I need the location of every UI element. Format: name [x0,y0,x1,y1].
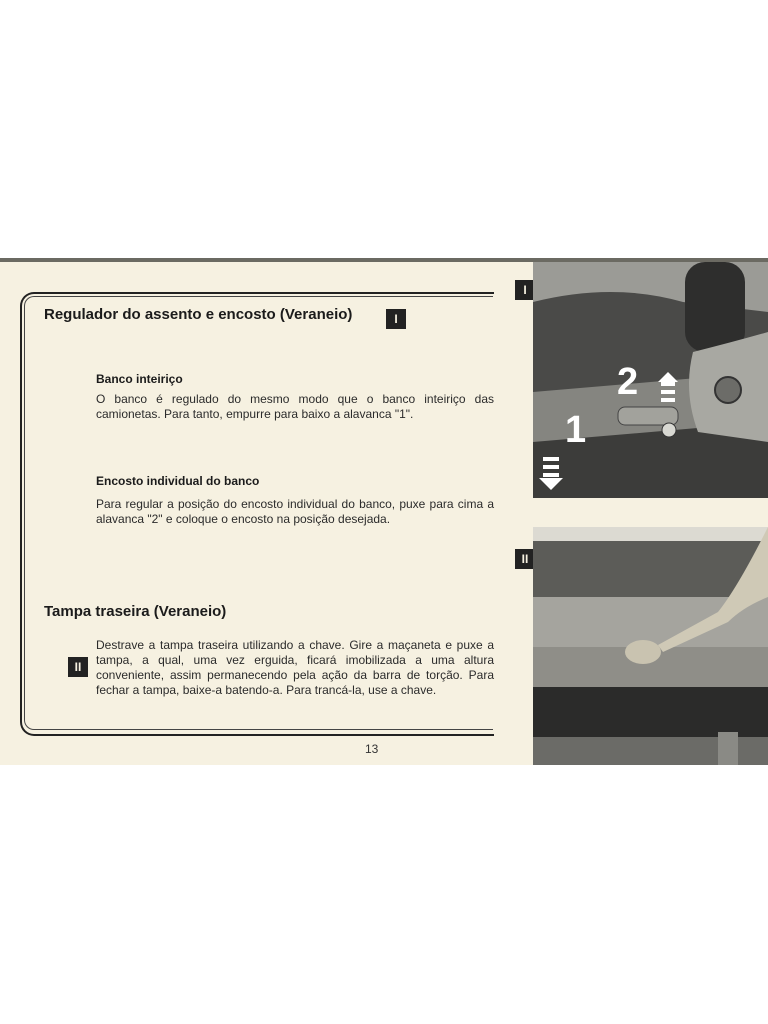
photo-badge-i: I [515,280,535,300]
photo-tailgate [533,527,768,765]
section-title-tailgate: Tampa traseira (Veraneio) [44,603,227,620]
photo-label-lever-1: 1 [565,409,587,451]
page-number: 13 [365,742,379,756]
section-title-seat: Regulador do assento e encosto (Veraneio) [44,306,353,323]
photo-label-lever-2: 2 [617,361,639,403]
subheading-bench-seat: Banco inteiriço [96,372,183,386]
figure-badge-i: I [386,309,406,329]
photo-seat-adjuster [533,262,768,498]
paragraph-individual-backrest: Para regular a posição do encosto individual do banco, puxe para cima a alavanca "2" e coloque o encosto na posição desejada. [96,497,494,526]
subheading-individual-backrest: Encosto individual do banco [96,474,260,488]
figure-badge-ii: II [68,657,88,677]
paragraph-bench-seat: O banco é regulado do mesmo modo que o banco inteiriço das camionetas. Para tanto, empurre para baixo a alavanca "1". [96,392,494,421]
photo-badge-ii: II [515,549,535,569]
paragraph-tailgate: Destrave a tampa traseira utilizando a chave. Gire a maçaneta e puxe a tampa, a qual, uma vez erguida, ficará imobilizada a uma altura conveniente, assim permanecendo pela ação da barra de torção. Para fechar a tampa, baixe-a batendo-a. Para trancá-la, use a chave. [96,638,494,697]
